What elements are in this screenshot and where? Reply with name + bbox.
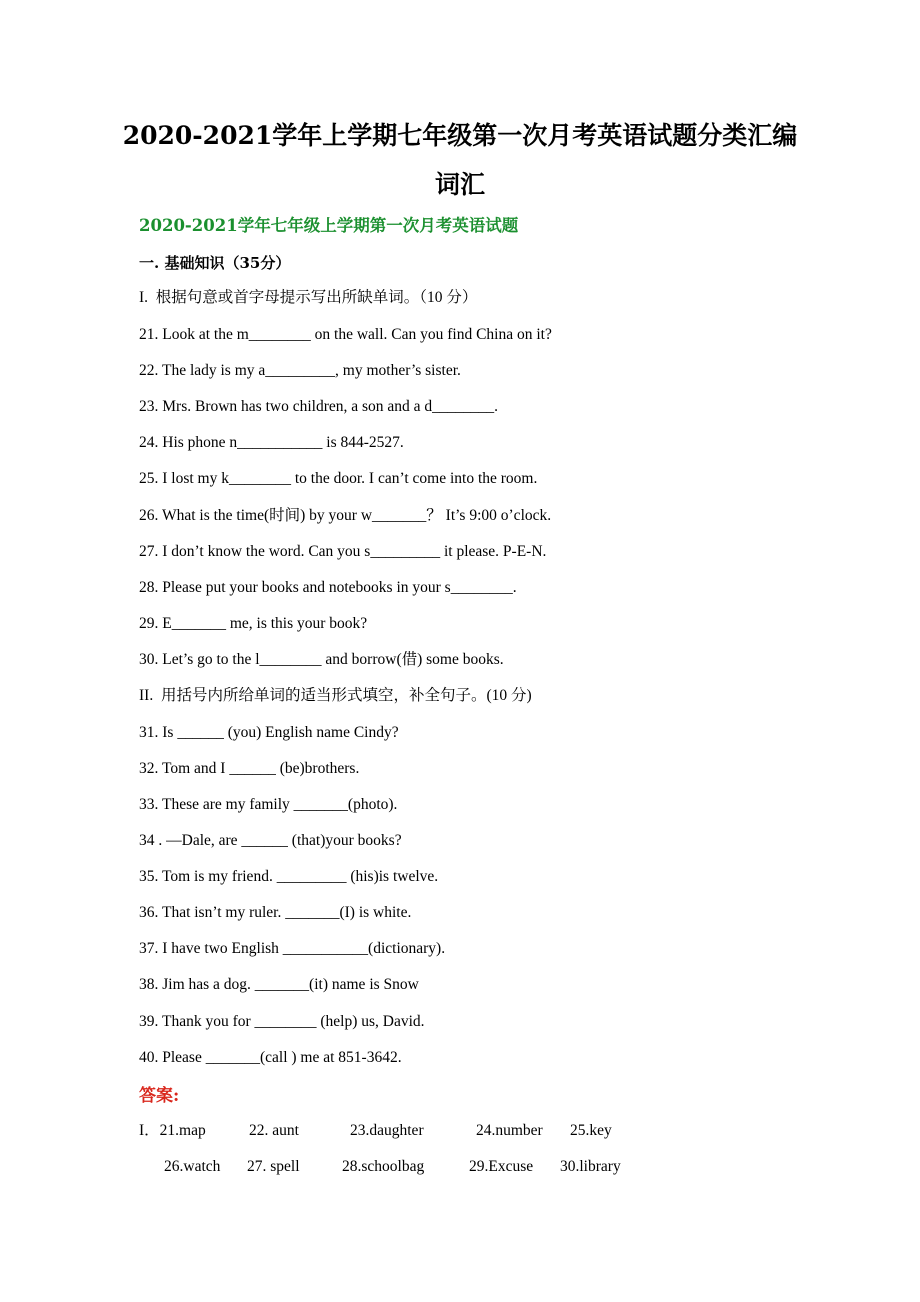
- question-35: 35. Tom is my friend. _________ (his)is twelve.: [139, 868, 439, 885]
- part2-instruction: II. 用括号内所给单词的适当形式填空，补全句子。(10 分): [139, 687, 532, 704]
- question-24: 24. His phone n___________ is 844-2527.: [139, 434, 404, 451]
- question-29: 29. E_______ me, is this your book?: [139, 615, 368, 632]
- answer-21: I．21.map: [139, 1122, 206, 1139]
- question-38: 38. Jim has a dog. _______(it) name is Snow: [139, 976, 419, 993]
- question-32: 32. Tom and I ______ (be)brothers.: [139, 760, 360, 777]
- answer-24: 24.number: [476, 1122, 543, 1139]
- question-28: 28. Please put your books and notebooks in your s________.: [139, 579, 517, 596]
- question-21: 21. Look at the m________ on the wall. Can you find China on it?: [139, 326, 552, 343]
- question-27: 27. I don’t know the word. Can you s_________ it please. P-E-N.: [139, 543, 547, 560]
- question-40: 40. Please _______(call ) me at 851-3642.: [139, 1049, 402, 1066]
- document-title-line2: 词汇: [434, 170, 485, 199]
- question-26: 26. What is the time(时间) by your w_______？ It’s 9:00 o’clock.: [139, 507, 552, 524]
- question-39: 39. Thank you for ________ (help) us, David.: [139, 1013, 425, 1030]
- answer-heading: 答案:: [139, 1086, 180, 1106]
- question-23: 23. Mrs. Brown has two children, a son and a d________.: [139, 398, 499, 415]
- question-30: 30. Let’s go to the l________ and borrow(借) some books.: [139, 651, 504, 668]
- part1-instruction: I. 根据句意或首字母提示写出所缺单词。（10 分）: [139, 289, 478, 306]
- question-36: 36. That isn’t my ruler. _______(I) is white.: [139, 904, 412, 921]
- exam-subtitle: 2020-2021学年七年级上学期第一次月考英语试题: [139, 216, 519, 235]
- question-34: 34 . —Dale, are ______ (that)your books?: [139, 832, 402, 849]
- answer-28: 28.schoolbag: [342, 1158, 425, 1175]
- answer-26: 26.watch: [164, 1158, 221, 1175]
- question-22: 22. The lady is my a_________, my mother’s sister.: [139, 362, 461, 379]
- answer-30: 30.library: [560, 1158, 621, 1175]
- question-37: 37. I have two English ___________(dictionary).: [139, 940, 446, 957]
- question-33: 33. These are my family _______(photo).: [139, 796, 398, 813]
- answer-22: 22. aunt: [249, 1122, 299, 1139]
- question-25: 25. I lost my k________ to the door. I can’t come into the room.: [139, 470, 538, 487]
- section-heading: 一. 基础知识（35分）: [139, 254, 291, 272]
- document-title: 2020-2021学年上学期七年级第一次月考英语试题分类汇编: [122, 121, 798, 150]
- answer-23: 23.daughter: [350, 1122, 424, 1139]
- answer-27: 27. spell: [247, 1158, 300, 1175]
- answer-25: 25.key: [570, 1122, 612, 1139]
- question-31: 31. Is ______ (you) English name Cindy?: [139, 724, 399, 741]
- answer-29: 29.Excuse: [469, 1158, 534, 1175]
